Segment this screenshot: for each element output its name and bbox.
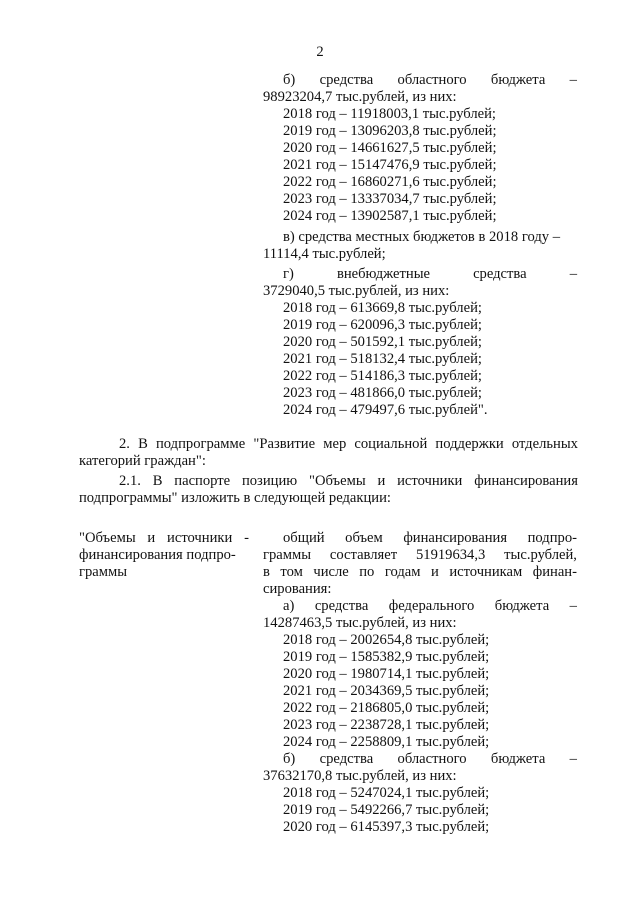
word: г) <box>283 266 294 282</box>
year-line: 2023 год – 13337034,7 тыс.рублей; <box>283 191 497 207</box>
word: федерального <box>388 598 475 614</box>
word: б) <box>283 751 296 767</box>
word: источники <box>167 530 233 546</box>
word: и <box>377 473 386 489</box>
word: бюджета <box>490 72 546 88</box>
word: областного <box>397 751 467 767</box>
word: общий <box>283 530 325 546</box>
table-right-line <box>283 530 577 547</box>
funding-total-local: 11114,4 тыс.рублей; <box>263 246 386 262</box>
word: источники <box>397 473 463 489</box>
year-line: 2022 год – 16860271,6 тыс.рублей; <box>283 174 497 190</box>
word: финансирования <box>403 530 508 546</box>
word: тыс.рублей, <box>504 547 577 563</box>
year-line: 2024 год – 479497,6 тыс.рублей". <box>283 402 488 418</box>
word: областного <box>397 72 467 88</box>
word: социальной <box>354 436 428 452</box>
word: составляет <box>329 547 398 563</box>
word: годам <box>384 564 421 580</box>
word: – <box>569 266 577 282</box>
funding-line-extrabudgetary <box>283 266 577 283</box>
word: и <box>431 564 439 580</box>
year-line: 2023 год – 2238728,1 тыс.рублей; <box>283 717 490 733</box>
year-line: 2019 год – 1585382,9 тыс.рублей; <box>283 649 490 665</box>
word: по <box>359 564 375 580</box>
word: средства <box>314 598 369 614</box>
word: бюджета <box>490 751 546 767</box>
year-line: 2019 год – 5492266,7 тыс.рублей; <box>283 802 490 818</box>
word: финан- <box>532 564 577 580</box>
word: объем <box>345 530 383 546</box>
subsection-2-1 <box>119 473 578 490</box>
word: 51919634,3 <box>415 547 486 563</box>
table-left-label-cont: граммы <box>79 564 128 580</box>
funding-line-federal-budget <box>283 598 577 615</box>
word: бюджета <box>494 598 550 614</box>
year-line: 2022 год – 514186,3 тыс.рублей; <box>283 368 482 384</box>
word: финансирования <box>474 473 578 489</box>
year-line: 2018 год – 5247024,1 тыс.рублей; <box>283 785 490 801</box>
word: паспорте <box>174 473 231 489</box>
subsection-2-1-cont: подпрограммы" изложить в следующей редакции: <box>79 490 391 506</box>
word: В <box>152 473 163 489</box>
word: "Объемы <box>79 530 136 546</box>
table-left-label <box>79 530 249 547</box>
word: в <box>263 564 270 580</box>
word: В <box>138 436 148 452</box>
word: позицию <box>241 473 298 489</box>
year-line: 2019 год – 13096203,8 тыс.рублей; <box>283 123 497 139</box>
word: подпрограмме <box>156 436 246 452</box>
word: – <box>569 72 577 88</box>
section-2-heading-cont: категорий граждан": <box>79 453 206 469</box>
year-line: 2023 год – 481866,0 тыс.рублей; <box>283 385 482 401</box>
table-left-label-cont: финансирования подпро- <box>79 547 236 563</box>
word: а) <box>283 598 295 614</box>
year-line: 2018 год – 2002654,8 тыс.рублей; <box>283 632 490 648</box>
word: "Развитие <box>253 436 316 452</box>
word: мер <box>323 436 347 452</box>
word: 2. <box>119 436 130 452</box>
year-line: 2021 год – 15147476,9 тыс.рублей; <box>283 157 497 173</box>
year-line: 2020 год – 6145397,3 тыс.рублей; <box>283 819 490 835</box>
table-right-line <box>263 547 577 564</box>
page-number: 2 <box>316 44 324 60</box>
funding-total-regional: 98923204,7 тыс.рублей, из них: <box>263 89 457 105</box>
funding-total-regional: 37632170,8 тыс.рублей, из них: <box>263 768 457 784</box>
word: "Объемы <box>309 473 366 489</box>
year-line: 2022 год – 2186805,0 тыс.рублей; <box>283 700 490 716</box>
year-line: 2020 год – 501592,1 тыс.рублей; <box>283 334 482 350</box>
word: б) <box>283 72 296 88</box>
word: подпро- <box>527 530 577 546</box>
section-2-heading <box>119 436 578 453</box>
word: средства <box>473 266 527 282</box>
year-line: 2020 год – 14661627,5 тыс.рублей; <box>283 140 497 156</box>
word: – <box>569 598 577 614</box>
word: граммы <box>263 547 312 563</box>
funding-line-regional-budget <box>283 72 577 89</box>
word: – <box>569 751 577 767</box>
year-line: 2020 год – 1980714,1 тыс.рублей; <box>283 666 490 682</box>
word: числе <box>313 564 349 580</box>
year-line: 2019 год – 620096,3 тыс.рублей; <box>283 317 482 333</box>
word: - <box>244 530 249 546</box>
word: том <box>280 564 303 580</box>
word: источникам <box>449 564 523 580</box>
funding-line-regional-budget <box>283 751 577 768</box>
word: отдельных <box>511 436 578 452</box>
funding-line-local-budget: в) средства местных бюджетов в 2018 году – <box>283 229 560 245</box>
word: внебюджетные <box>336 266 430 282</box>
word: средства <box>319 72 374 88</box>
funding-total-extrabudgetary: 3729040,5 тыс.рублей, из них: <box>263 283 450 299</box>
year-line: 2021 год – 518132,4 тыс.рублей; <box>283 351 482 367</box>
year-line: 2024 год – 13902587,1 тыс.рублей; <box>283 208 497 224</box>
year-line: 2021 год – 2034369,5 тыс.рублей; <box>283 683 490 699</box>
year-line: 2018 год – 11918003,1 тыс.рублей; <box>283 106 496 122</box>
year-line: 2024 год – 2258809,1 тыс.рублей; <box>283 734 490 750</box>
word: 2.1. <box>119 473 141 489</box>
word: средства <box>319 751 374 767</box>
word: и <box>147 530 156 546</box>
word: поддержки <box>435 436 504 452</box>
year-line: 2018 год – 613669,8 тыс.рублей; <box>283 300 482 316</box>
funding-total-federal: 14287463,5 тыс.рублей, из них: <box>263 615 457 631</box>
table-right-line: сирования: <box>263 581 332 597</box>
table-right-line <box>263 564 577 581</box>
